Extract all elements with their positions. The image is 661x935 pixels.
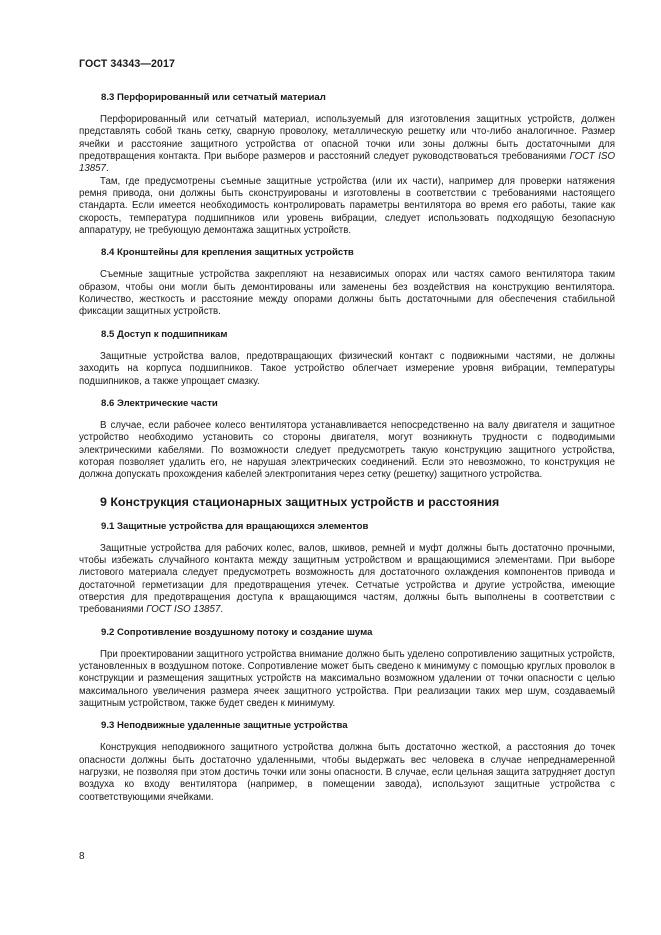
paragraph: Перфорированный или сетчатый материал, используемый для изготовления защитных устройств, должен представлять собой ткань сетку, сварную проволоку, металлическую решетку или что-либо аналогичное. Размер ячейки и расстояние защитного устройства от опасной точки или зоны должны быть достаточными для предотвращения контакта. При выборе размеров и расстояний следует руководствоваться требованиями ГОСТ ISO 13857. <box>79 114 615 175</box>
section-heading: 8.6 Электрические части <box>101 397 218 409</box>
section-heading: 8.3 Перфорированный или сетчатый материал <box>101 92 326 103</box>
page-number: 8 <box>79 851 85 862</box>
standard-reference: ГОСТ ISO 13857 <box>146 604 221 616</box>
paragraph: Конструкция неподвижного защитного устройства должна быть достаточно жесткой, а расстояния до точек опасности должны быть достаточно удаленными, чтобы выдержать вес человека в случае непреднамеренной нагрузки, не позволяя при этом достичь точки или зоны опасности. В случае, если цельная защита затрудняет доступ воздуха ко входу вентилятора (например, в помещении завода), используют защитные устройства с соответствующими ячейками. <box>79 742 615 803</box>
paragraph: Съемные защитные устройства закрепляют на независимых опорах или частях самого вентилятора таким образом, чтобы они могли быть демонтированы или заменены без воздействия на конструкцию вентилятора. Количество, жесткость и расстояние между опорами должны быть достаточными для обеспечения стабильной фиксации защитных устройств. <box>79 269 615 318</box>
document-body <box>79 92 615 804</box>
paragraph: Защитные устройства для рабочих колес, валов, шкивов, ремней и муфт должны быть достаточно прочными, чтобы избежать случайного контакта между защитным устройством и вращающимися элементами. При выборе листового материала следует предусмотреть возможность для достаточного охлаждения компонентов привода и достаточной герметизации для предотвращения утечек. Сетчатые устройства и другие устройства, имеющие отверстия для предотвращения доступа к вращающимся частям, должны быть выполнены в соответствии с требованиями ГОСТ ISO 13857. <box>79 542 615 616</box>
paragraph: Защитные устройства валов, предотвращающих физический контакт с подвижными частями, не должны заходить на корпуса подшипников. Такое устройство облегчает измерение уровня вибрации, температуры подшипников, а также упрощает смазку. <box>79 350 615 387</box>
paragraph: При проектировании защитного устройства внимание должно быть уделено сопротивлению защитных устройств, установленных в воздушном потоке. Сопротивление может быть сведено к минимуму с помощью круглых проволок в конструкции и размещения защитных устройств на максимально возможном удалении от точки опасности с целью максимального увеличения размера ячеек защитного устройства. При реализации таких мер шум, создаваемый защитным устройством, также будет сведен к минимуму. <box>79 648 615 709</box>
section-heading: 9.1 Защитные устройства для вращающихся элементов <box>101 520 369 532</box>
chapter-heading: 9 Конструкция стационарных защитных устройств и расстояния <box>100 494 500 509</box>
document-header: ГОСТ 34343—2017 <box>79 58 176 70</box>
paragraph: В случае, если рабочее колесо вентилятора устанавливается непосредственно на валу двигателя и защитное устройство необходимо установить со стороны двигателя, могут возникнуть трудности с подводимыми электрическими кабелями. По возможности следует предусмотреть такую конструкцию защитного устройства, которая позволяет удалить его, не нарушая электрических соединений. Если это невозможно, то конструкция не должна допускать прохождения кабелей электропитания через сетку (решетку) защитного устройства. <box>79 419 615 481</box>
section-heading: 8.4 Кронштейны для крепления защитных устройств <box>101 247 354 259</box>
section-heading: 9.2 Сопротивление воздушному потоку и создание шума <box>101 626 373 638</box>
section-heading: 9.3 Неподвижные удаленные защитные устройства <box>101 720 348 732</box>
paragraph: Там, где предусмотрены съемные защитные устройства (или их части), например для проверки натяжения ремня привода, они должны быть сконструированы и изготовлены в соответствии с требованиями настоящего стандарта. Если имеется необходимость контролировать параметры вентилятора во время его работы, такие как скорость, температура подшипников или уровень вибрации, следует использовать подходящую безопасную аппаратуру, не требующую демонтажа защитных устройств. <box>79 175 615 237</box>
section-heading: 8.5 Доступ к подшипникам <box>101 328 228 340</box>
standard-reference: ГОСТ ISO 13857 <box>79 151 615 175</box>
